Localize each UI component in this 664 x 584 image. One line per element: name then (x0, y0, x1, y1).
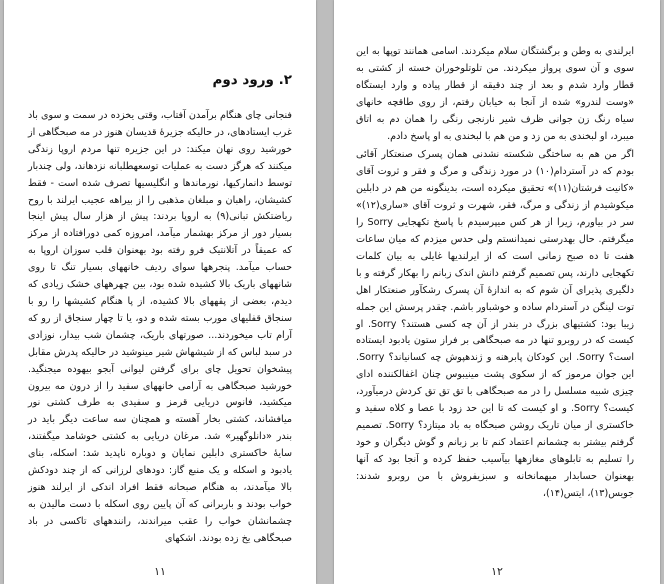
right-paragraph-2: اگر من هم به ساختگی شکسته نشدنی همان پسرک صنعتکار آقائی بودم که در آستردام(۱۰) در مورد زندگی و مرگ و فقر و ثروت آقای «کانیت فرشتان(۱۱)» تحقیق میکرده است، بدینگونه من هم در دابلین میکوشیدم از زندگی و مرگ، فقر، شهرت و ثروت آقای «ساری(۱۲)» سر در بیاورم، زیرا از هر کس میپرسیدم با پاسخ تکهجایی Sorry را میگرفتم. حال بهدرستی نمیدانستم ولی حدس میزدم که میان ساعات هفت تا ده صبح زمانی است که از ایرلندیها غایلی به بیان کلمات تکهجایی دارند، پس تصمیم گرفتم دانش اندک زبانم را بهکار گرفته و با دلگیری پذیرای آن شوم که به اندازهٔ آن پسرک رشکآور صنعتکار اهل توت لینگن در آستردام ساده و خوشباور باشم. چقدر پرسش این جمله زیبا بود: کشتیهای بزرگ در بندر از آن چه کسی هستند؟ Sorry. او کیست که در روبرو تنها در مه صبحگاهی بر فراز ستون یادبود ایستاده است؟ Sorry. این کودکان پابرهنه و ژندهپوش چه کسانیاند؟ Sorry. این جوان مرموز که از سکوی پشت مینیبوس چنان اغفالکننده ادای چیزی شبیه مسلسل را در مه صبحگاهی با تق تق تق کردش درمیآورد، کیست؟ Sorry. و او کیست که تا این حد زود با عصا و کلاه سفید و خاکستری از میان تاریک روشن صبحگاه به باد میتازد؟ Sorry. تصمیم گرفتم بیشتر به چشمانم اعتماد کنم تا بر زبانم و گوش دیگران و خود را تسلیم به تابلوهای مغازهها بیآسیب حفظ کرده و آنجا بود که آنها بهعنوان حسابدار میهمانخانه و سبزیفروش با من روبرو شدند: جویس(۱۳)، ایتس(۱۴)، (356, 149, 634, 499)
right-page-number: ۱۲ (491, 565, 503, 578)
left-page-content (28, 72, 292, 548)
right-page (334, 0, 660, 584)
left-page (4, 0, 316, 584)
left-paragraph-1: فنجانی چای هنگام برآمدن آفتاب، وقتی یخزده در سمت و سوی باد غرب ایستادهای، در حالیکه جزیرهٔ قدیسان هنوز در مه صبحگاهی از خورشید روی نهان میکند: در این جزیره تنها مردم اروپا زندگی میکنند که هرگز دست به عملیات توسعهطلبانه نزدهاند، ولی چندبار توسط دانمارکیها، نورماندها و انگلیسیها تصرف شده است - فقط کشیشان، راهبان و مبلغان مذهبی را از بیراهه عجیب ایرلند با روح ریاضتکش تبانی(۹) به اروپا بردند: پیش از هزار سال پیش اینجا بسیار دور از مرکز بهشمار میآمد، امروزه کمی دورافتاده از مرکز که عمیقاً در آتلانتیک فرو رفته بود بهعنوان قلب سوزان اروپا به حساب میآمد. پنجرهها سوای ردیف خانههای بسیار تنگ تا روی شانههای باریک بالا کشیده شده بود، بین چهرههای خشک زیادی که دیدم، بعضی از پقههای بالا کشیده، از پا هنگام کشیشها را رو با سنجاق قفلیهای مورب بسته شده و دو، یا تا چهار سنجاق از رو که آرام تاب میخوردند... صورتهای باریک، چشمان شب بیدار، نوزادی در سبد لباس که از شیشهاش شیر مینوشید در حالیکه پدرش مقابل پیشخوان تحویل چای برای گرفتن لیوانی آبجو بیهوده میجنگید. خورشید صبحگاهی به آرامی خانههای سفید را از درون مه بیرون میکشید، فانوس دریایی قرمز و سفیدی به طرف کشتی نور میافشاند، کشتی بخار آهسته و همچنان سه ساعت دیگر باید در بندر «دانلوگهیر» شد. مرغان دریایی به کشتی خوشامد میگفتند، سایهٔ خاکستری دابلین نمایان و دوباره ناپدید شد: اسکله، بنای یادبود و اسکله و یک منبع گاز: دودهای لرزانی که از چند دودکش بالا میآمدند، به هنگام صبحانه فقط افراد اندکی از ایرلند هنوز خواب بودند و باربرانی که آن پایین روی اسکله با دست مالیدن به چشمانشان خواب را عقب میراندند، رانندههای تاکسی در باد صبحگاهی یخ زده بودند. اشکهای (27, 110, 292, 544)
chapter-heading: ۲. ورود دوم (212, 72, 292, 88)
right-page-content (356, 44, 634, 502)
right-paragraph-1: ایرلندی به وطن و برگشتگان سلام میکردند. اسامی همانند توپها به این سوی و آن سوی پرواز میکردند. من تلوتلوخوران خسته از کشتی به قطار وارد شدم و بعد از چند دقیقه از قطار پیاده و وارد ایستگاه «وست لندرو» شده از آنجا به خیابان رفتم، از روی طاقچه خانهای سیاه رنگ زن جوانی ظرف شیر نارنجی رنگی را همان دم به اتاق میبرد، او لبخندی به من زد و من هم با لبخندی به او پاسخ دادم. (356, 46, 634, 142)
left-page-number: ۱۱ (154, 565, 166, 578)
